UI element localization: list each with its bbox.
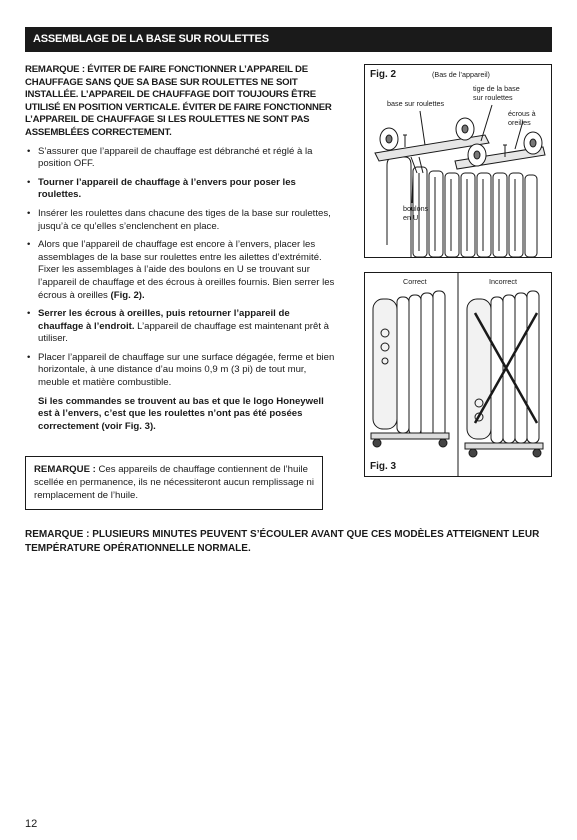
instructions-column	[25, 64, 337, 445]
fig2-label: Fig. 2	[370, 69, 397, 80]
note-text: Ces appareils de chauffage contiennent de l’huile scellée en permanence, ils ne nécessiteront aucun remplissage ni remplacement de l’huile.	[34, 464, 314, 501]
step-fix-assemblies: • Alors que l’appareil de chauffage est encore à l’envers, placer les assemblages de la base sur roulettes entre les ailettes d’extrémité. Fixer les assemblages à l’aide des boulons en U se trouvant sur l’appareil de chauffage et des écrous à oreilles fournis. Bien serrer les écrous à oreilles (Fig. 2).	[25, 239, 337, 302]
fig3-label: Fig. 3	[370, 461, 397, 472]
step-place: • Placer l’appareil de chauffage sur une surface dégagée, ferme et bien horizontale, à une distance d’au moins 0,9 m (3 pi) de tout mur, meuble et matière combustible.	[25, 352, 337, 390]
note-label: REMARQUE :	[34, 464, 96, 475]
step-tighten: • Serrer les écrous à oreilles, puis retourner l’appareil de chauffage à l’endroit. L’appareil de chauffage est maintenant prêt à utiliser.	[25, 308, 337, 346]
step-insert-casters: • Insérer les roulettes dans chacune des tiges de la base sur roulettes, jusqu’à ce qu’elles s’enclenchent en place.	[25, 208, 337, 233]
controls-warning: Si les commandes se trouvent au bas et que le logo Honeywell est à l’envers, c’est que les roulettes n’ont pas été posées correctement (voir Fig. 3).	[38, 395, 324, 432]
figure-3	[364, 272, 552, 477]
fig2-stem-label-1: tige de la base	[473, 84, 520, 93]
fig3-correct-label: Correct	[403, 277, 427, 286]
caster-base-illustration	[365, 65, 551, 257]
fig2-nut-label-1: écrous à	[508, 109, 536, 118]
step-turn-over: • Tourner l’appareil de chauffage à l’envers pour poser les roulettes.	[25, 177, 337, 202]
fig3-incorrect-label: Incorrect	[489, 277, 517, 286]
warning-text: REMARQUE : ÉVITER DE FAIRE FONCTIONNER L’APPAREIL DE CHAUFFAGE SANS QUE SA BASE SUR ROULETTES NE SOIT INSTALLÉE. L’APPAREIL DE CHAUFFAGE DOIT TOUJOURS ÊTRE UTILISÉ EN POSITION VERTICALE. ÉVITER DE FAIRE FONCTIONNER L’APPAREIL DE CHAUFFAGE SI LES ROULETTES NE SONT PAS ASSEMBLÉES CORRECTEMENT.	[25, 64, 332, 138]
step-unplug: • S’assurer que l’appareil de chauffage est débranché et réglé à la position OFF.	[25, 146, 337, 171]
orientation-illustration	[365, 273, 551, 476]
fig2-nut-label-2: oreilles	[508, 118, 531, 127]
temperature-note: REMARQUE : PLUSIEURS MINUTES PEUVENT S’ÉCOULER AVANT QUE CES MODÈLES ATTEIGNENT LEUR TEMPÉRATURE OPÉRATIONNELLE NORMALE.	[25, 529, 540, 554]
section-title: ASSEMBLAGE DE LA BASE SUR ROULETTES	[25, 27, 552, 52]
fig2-stem-label-2: sur roulettes	[473, 93, 513, 102]
steps-list	[25, 146, 337, 390]
figure-2	[364, 64, 552, 258]
page-number: 12	[25, 818, 38, 830]
fig2-bottom-caption: (Bas de l’appareil)	[432, 70, 490, 79]
oil-note-box	[25, 456, 323, 510]
fig2-bolt-label-2: en U	[403, 213, 419, 222]
fig2-bolt-label-1: boulons	[403, 204, 429, 213]
fig2-base-label: base sur roulettes	[387, 99, 445, 108]
